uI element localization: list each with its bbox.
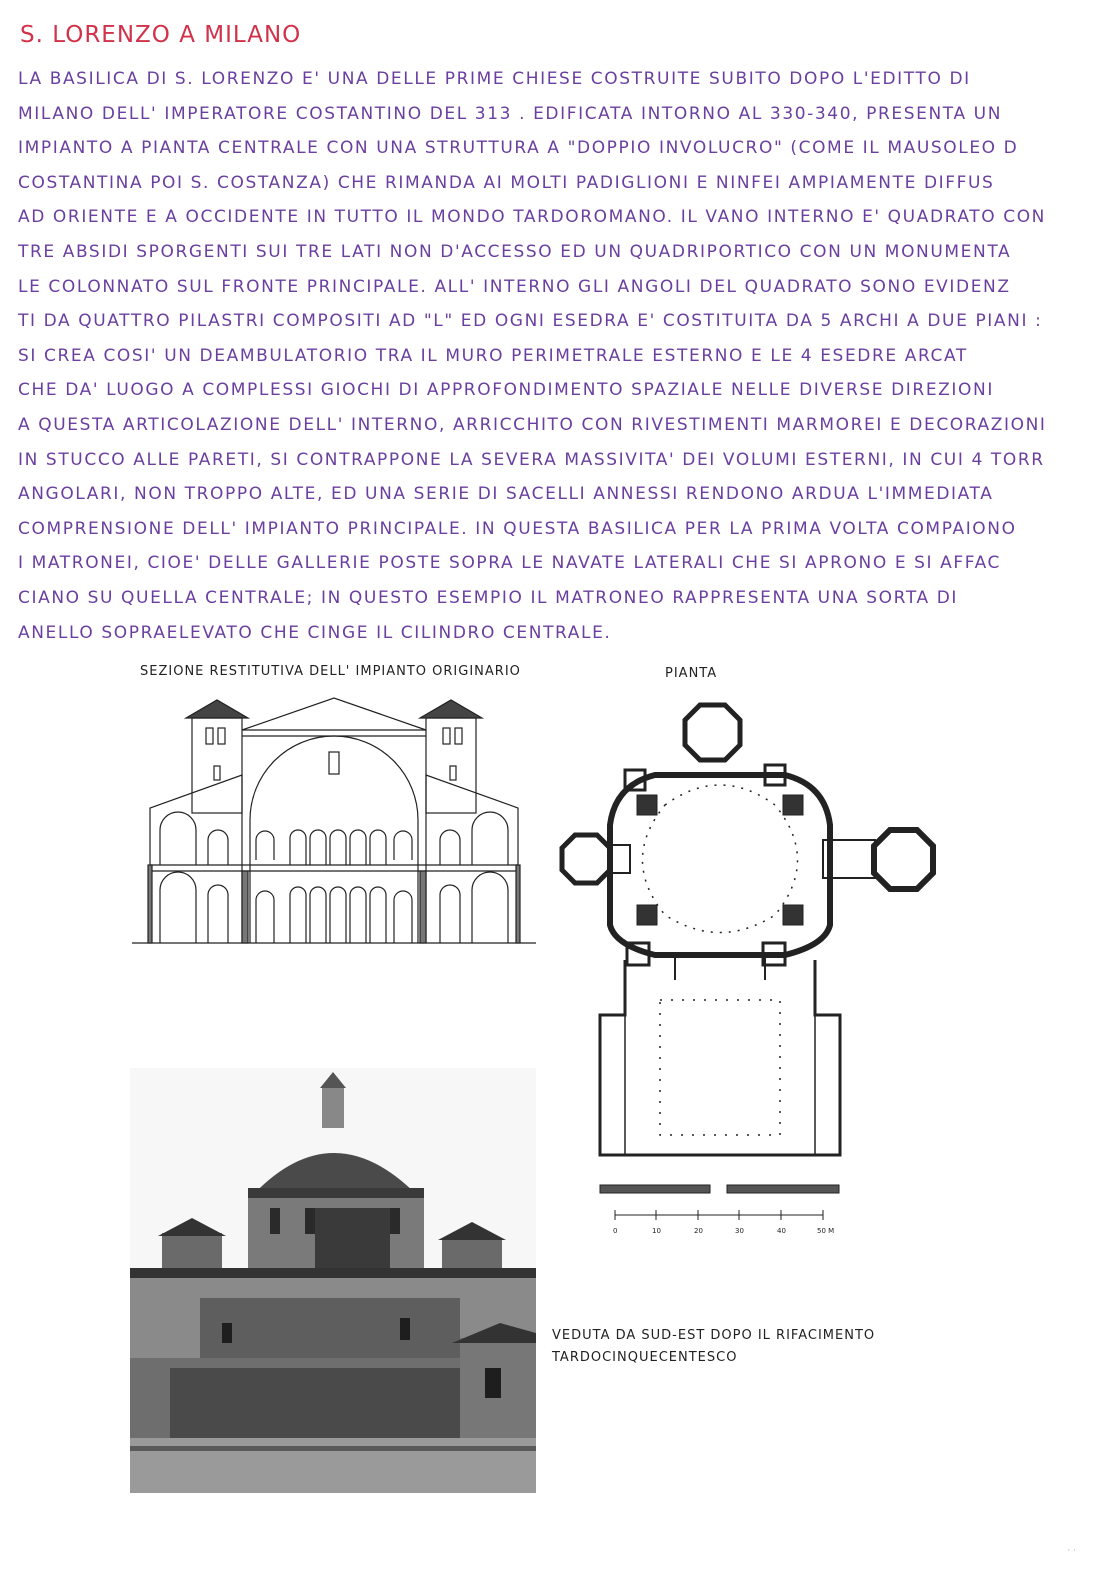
text-line: AD ORIENTE E A OCCIDENTE IN TUTTO IL MONDO TARDOROMANO. IL VANO INTERNO E' QUADRATO CON [18, 207, 1046, 228]
text-line: COMPRENSIONE DELL' IMPIANTO PRINCIPALE. IN QUESTA BASILICA PER LA PRIMA VOLTA COMPAIONO [18, 518, 1017, 539]
text-line: CIANO SU QUELLA CENTRALE; IN QUESTO ESEMPIO IL MATRONEO RAPPRESENTA UNA SORTA DI [18, 587, 959, 608]
scale-label: 50 M [817, 1227, 835, 1235]
text-line: ANGOLARI, NON TROPPO ALTE, ED UNA SERIE DI SACELLI ANNESSI RENDONO ARDUA L'IMMEDIATA [18, 484, 994, 505]
page-title: S. LORENZO A MILANO [20, 22, 302, 48]
scale-label: 30 [735, 1227, 744, 1235]
text-line: A QUESTA ARTICOLAZIONE DELL' INTERNO, ARRICCHITO CON RIVESTIMENTI MARMOREI E DECORAZIONI [18, 414, 1047, 435]
section-drawing [130, 690, 540, 955]
plan-caption: PIANTA [665, 666, 718, 681]
scale-label: 10 [652, 1227, 661, 1235]
text-line: TI DA QUATTRO PILASTRI COMPOSITI AD "L" ED OGNI ESEDRA E' COSTITUITA DA 5 ARCHI A DUE PIANI : [18, 311, 1043, 332]
photo-caption-line1: VEDUTA DA SUD-EST DOPO IL RIFACIMENTO [552, 1328, 876, 1343]
text-line: LA BASILICA DI S. LORENZO E' UNA DELLE PRIME CHIESE COSTRUITE SUBITO DOPO L'EDITTO DI [18, 69, 971, 89]
scale-label: 40 [777, 1227, 786, 1235]
text-line: I MATRONEI, CIOE' DELLE GALLERIE POSTE SOPRA LE NAVATE LATERALI CHE SI APRONO E SI AFFAC [18, 553, 1001, 574]
text-line: IMPIANTO A PIANTA CENTRALE CON UNA STRUTTURA A "DOPPIO INVOLUCRO" (COME IL MAUSOLEO D [18, 138, 1019, 159]
plan-drawing [555, 695, 945, 1250]
scale-label: 0 [613, 1227, 618, 1235]
photo-caption-line2: TARDOCINQUECENTESCO [552, 1350, 738, 1365]
text-line: TRE ABSIDI SPORGENTI SUI TRE LATI NON D'ACCESSO ED UN QUADRIPORTICO CON UN MONUMENTA [18, 241, 1012, 262]
scale-label: 20 [694, 1227, 703, 1235]
text-line: COSTANTINA POI S. COSTANZA) CHE RIMANDA AI MOLTI PADIGLIONI E NINFEI AMPIAMENTE DIFFUS [18, 172, 995, 193]
text-line: MILANO DELL' IMPERATORE COSTANTINO DEL 313 . EDIFICATA INTORNO AL 330-340, PRESENTA UN [18, 103, 1003, 124]
text-line: LE COLONNATO SUL FRONTE PRINCIPALE. ALL' INTERNO GLI ANGOLI DEL QUADRATO SONO EVIDENZ [18, 276, 1011, 297]
basilica-photo [130, 1068, 536, 1493]
text-line: SI CREA COSI' UN DEAMBULATORIO TRA IL MURO PERIMETRALE ESTERNO E LE 4 ESEDRE ARCAT [18, 345, 968, 366]
text-line: IN STUCCO ALLE PARETI, SI CONTRAPPONE LA SEVERA MASSIVITA' DEI VOLUMI ESTERNI, IN CUI 4 TORR [18, 449, 1045, 470]
page-mark: · · [1067, 1546, 1076, 1556]
body-text [18, 62, 1098, 650]
text-line: CHE DA' LUOGO A COMPLESSI GIOCHI DI APPROFONDIMENTO SPAZIALE NELLE DIVERSE DIREZIONI [18, 380, 994, 401]
text-line: ANELLO SOPRAELEVATO CHE CINGE IL CILINDRO CENTRALE. [18, 622, 612, 643]
section-caption: SEZIONE RESTITUTIVA DELL' IMPIANTO ORIGINARIO [140, 664, 521, 679]
